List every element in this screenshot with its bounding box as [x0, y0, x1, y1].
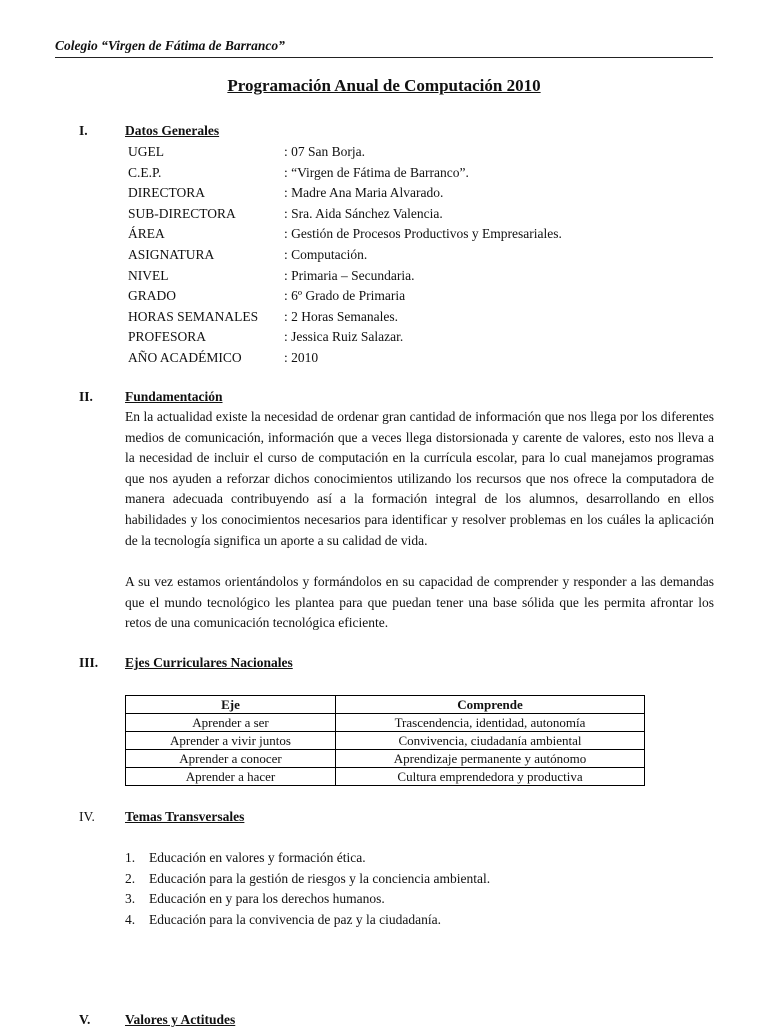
section-heading: Temas Transversales [125, 809, 245, 824]
datos-label: HORAS SEMANALES [128, 308, 259, 324]
section-heading: Valores y Actitudes [125, 1012, 236, 1027]
table-cell: Convivencia, ciudadanía ambiental [336, 732, 645, 750]
list-number: 3. [125, 891, 136, 907]
datos-label: SUB-DIRECTORA [128, 205, 236, 221]
section-heading: Ejes Curriculares Nacionales [125, 655, 293, 670]
table-row [126, 714, 645, 732]
datos-label: ASIGNATURA [128, 246, 215, 262]
section-number: I. [79, 123, 88, 138]
datos-value: : Sra. Aida Sánchez Valencia. [284, 205, 443, 221]
datos-value: : Computación. [284, 246, 368, 262]
datos-label: GRADO [128, 288, 177, 304]
table-cell: Aprender a conocer [126, 750, 336, 768]
datos-label: C.E.P. [128, 164, 162, 180]
datos-value: : 07 San Borja. [284, 144, 365, 159]
datos-label: UGEL [128, 144, 164, 159]
datos-value: : 2010 [284, 349, 319, 365]
table-row [126, 732, 645, 750]
datos-label: PROFESORA [128, 329, 207, 345]
datos-value: : 6º Grado de Primaria [284, 288, 406, 304]
datos-value: : Jessica Ruiz Salazar. [284, 329, 404, 345]
document-title: Programación Anual de Computación 2010 [227, 76, 541, 95]
section-number: III. [79, 655, 99, 670]
section-heading: Fundamentación [125, 389, 223, 404]
table-row [126, 750, 645, 768]
fundamentacion-paragraph-1: En la actualidad existe la necesidad de ordenar gran cantidad de información que nos llega por los diferentes medios de comunicación, información que a veces llega distorsionada y carente de valores, esto nos lleva a la necesidad de incluir el curso de computación en la currícula escolar, para lo cual manejamos programas que nos ayuden a reforzar dichos conocimientos utilizando los recursos que nos ofrece la computadora de manera adecuada contribuyendo así a la formación integral de los alumnos, desarrollando en ellos habilidades y los conocimientos necesarios para identificar y resolver problemas en los cuáles la aplicación de la tecnología significa un aporte a su calidad de vida. [125, 409, 714, 548]
list-number: 1. [125, 850, 136, 865]
column-header: Eje [126, 696, 336, 714]
list-text: Educación en y para los derechos humanos. [149, 891, 385, 907]
table-cell: Trascendencia, identidad, autonomía [336, 714, 645, 732]
ejes-table [125, 695, 645, 786]
fundamentacion-paragraph-2: A su vez estamos orientándolos y formándolos en su capacidad de comprender y responder a las demandas que el mundo tecnológico les plantea para que puedan tener una base sólida que les permita afrontar los retos de una comunicación tecnológica eficiente. [125, 574, 714, 631]
datos-label: NIVEL [128, 267, 169, 283]
datos-value: : Primaria – Secundaria. [284, 267, 415, 283]
datos-label: ÁREA [128, 226, 165, 242]
section-number: V. [79, 1012, 91, 1027]
table-cell: Aprender a vivir juntos [126, 732, 336, 750]
datos-value: : “Virgen de Fátima de Barranco”. [284, 164, 469, 180]
table-cell: Aprender a ser [126, 714, 336, 732]
datos-label: AÑO ACADÉMICO [128, 349, 242, 365]
section-number: IV. [79, 809, 95, 824]
section-heading: Datos Generales [125, 123, 220, 138]
datos-value: : 2 Horas Semanales. [284, 308, 398, 324]
list-text: Educación para la gestión de riesgos y la conciencia ambiental. [149, 870, 491, 886]
datos-value: : Gestión de Procesos Productivos y Empresariales. [284, 226, 562, 242]
table-cell: Cultura emprendedora y productiva [336, 768, 645, 786]
column-header: Comprende [336, 696, 645, 714]
list-text: Educación en valores y formación ética. [149, 850, 366, 865]
datos-label: DIRECTORA [128, 185, 206, 201]
table-row [126, 768, 645, 786]
list-number: 4. [125, 911, 136, 927]
table-cell: Aprender a hacer [126, 768, 336, 786]
table-header-row [126, 696, 645, 714]
list-text: Educación para la convivencia de paz y la ciudadanía. [149, 911, 441, 927]
section-number: II. [79, 389, 93, 404]
table-cell: Aprendizaje permanente y autónomo [336, 750, 645, 768]
school-header: Colegio “Virgen de Fátima de Barranco” [55, 38, 713, 58]
datos-value: : Madre Ana Maria Alvarado. [284, 185, 444, 201]
list-number: 2. [125, 870, 136, 886]
